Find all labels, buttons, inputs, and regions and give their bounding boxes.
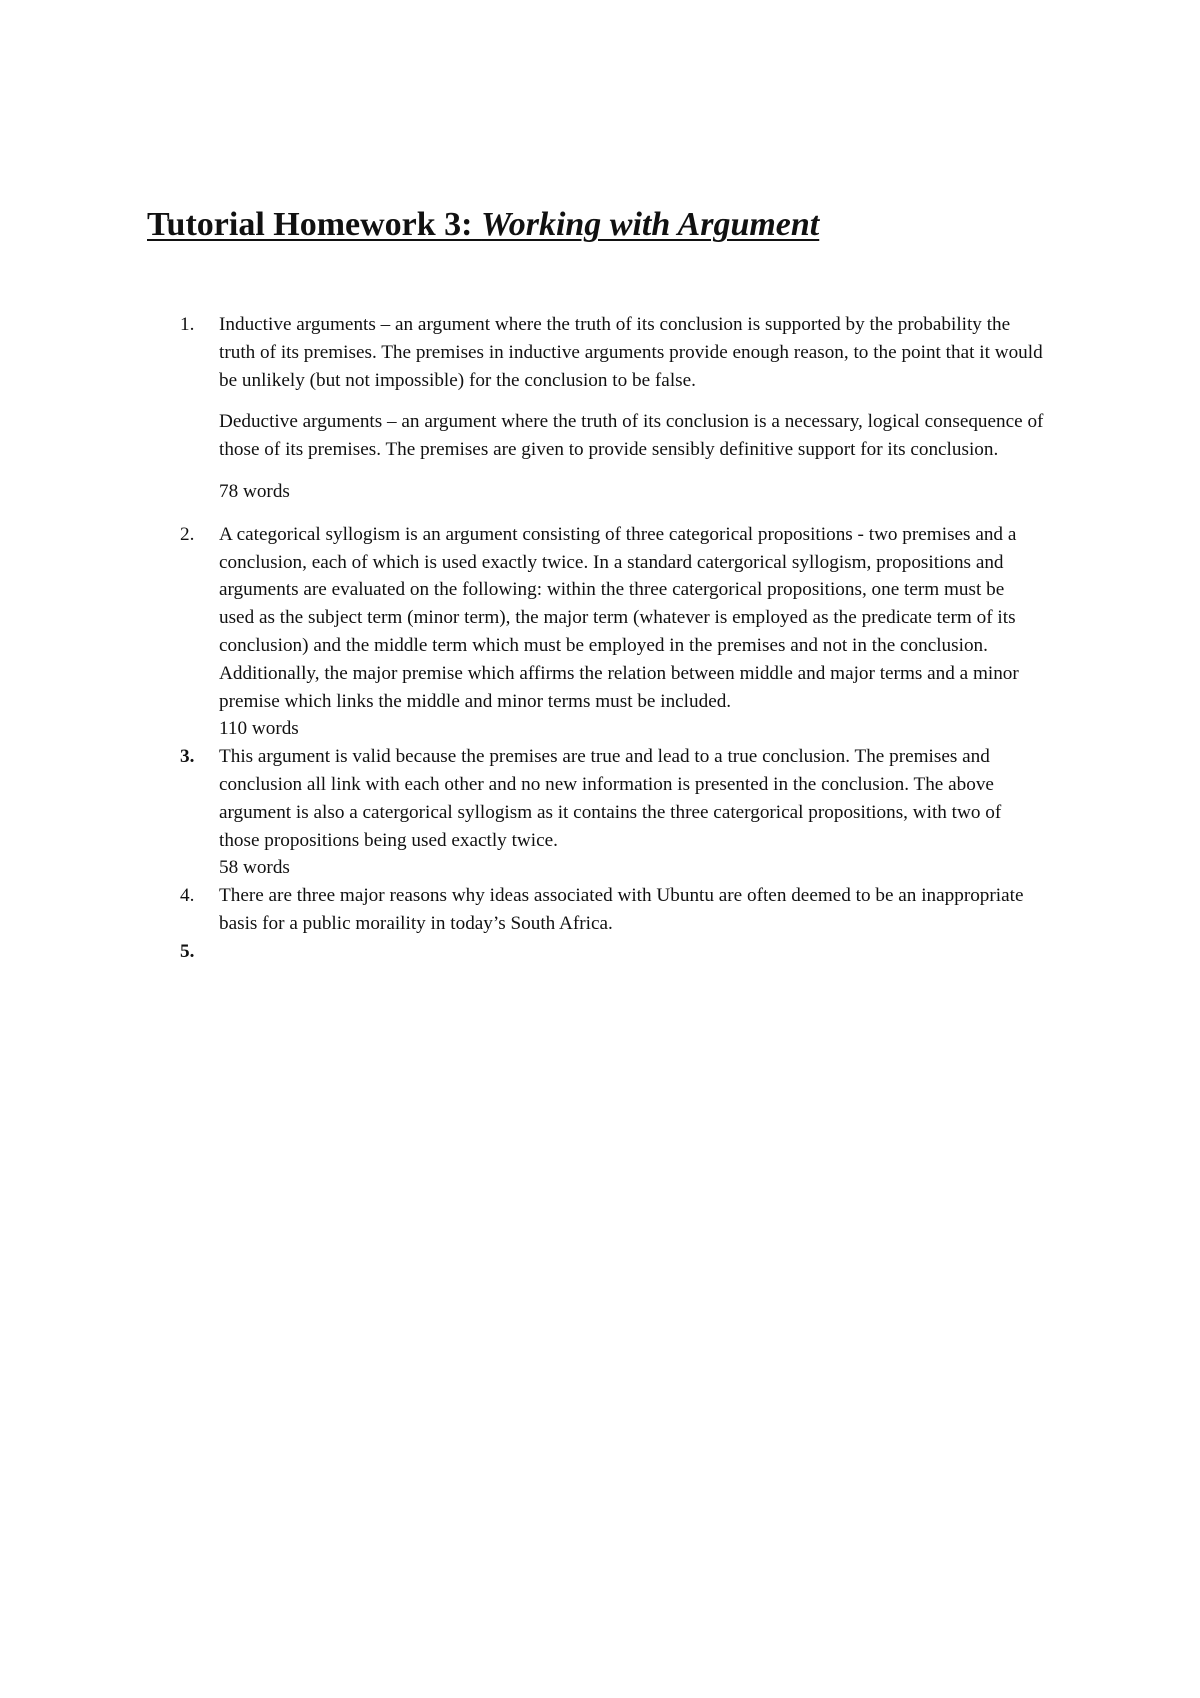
item-number: 1. bbox=[180, 314, 195, 335]
item-paragraph: Inductive arguments – an argument where the truth of its conclusion is supported by the probability the truth of its premises. The premises in inductive arguments provide enough reason, to the point that it would be unlikely (but not impossible) for the conclusion to be false. bbox=[219, 314, 1043, 391]
item-paragraph bbox=[219, 938, 1044, 966]
list-item-4 bbox=[0, 882, 1044, 938]
item-paragraph: A categorical syllogism is an argument consisting of three categorical propositions - two premises and a conclusion, each of which is used exactly twice. In a standard catergorical syllogism, propositions and arguments are evaluated on the following: within the three catergorical propositions, one term must be used as the subject term (minor term), the major term (whatever is employed as the predicate term of its conclusion) and the middle term which must be employed in the premises and not in the conclusion. Additionally, the major premise which affirms the relation between middle and major terms and a minor premise which links the middle and minor terms must be included. bbox=[219, 523, 1019, 712]
word-count: 58 words bbox=[219, 857, 290, 879]
item-paragraph: This argument is valid because the premises are true and lead to a true conclusion. The premises and conclusion all link with each other and no new information is presented in the conclusion. The above argument is also a catergorical syllogism as it contains the three catergorical propositions, with two of those propositions being used exactly twice. bbox=[219, 746, 1002, 851]
item-paragraph: Deductive arguments – an argument where the truth of its conclusion is a necessary, logical consequence of those of its premises. The premises are given to provide sensibly definitive support for its conclusion. bbox=[219, 411, 1044, 461]
item-number: 5. bbox=[180, 940, 195, 962]
word-count: 110 words bbox=[219, 718, 299, 740]
list-item-3 bbox=[0, 743, 1044, 882]
item-number: 4. bbox=[180, 885, 195, 907]
item-number: 2. bbox=[180, 523, 195, 545]
item-number: 3. bbox=[180, 746, 195, 768]
title-italic: Working with Argument bbox=[481, 206, 820, 243]
word-count: 78 words bbox=[219, 480, 290, 502]
list-item-1 bbox=[0, 311, 1044, 506]
title-main: Tutorial Homework 3: bbox=[147, 206, 482, 243]
list-item-5 bbox=[0, 938, 1044, 966]
document-title bbox=[147, 206, 819, 244]
answer-list bbox=[0, 311, 1200, 966]
list-item-2 bbox=[0, 521, 1044, 743]
item-paragraph: There are three major reasons why ideas associated with Ubuntu are often deemed to be an inappropriate basis for a public moraility in today’s South Africa. bbox=[219, 885, 1024, 934]
